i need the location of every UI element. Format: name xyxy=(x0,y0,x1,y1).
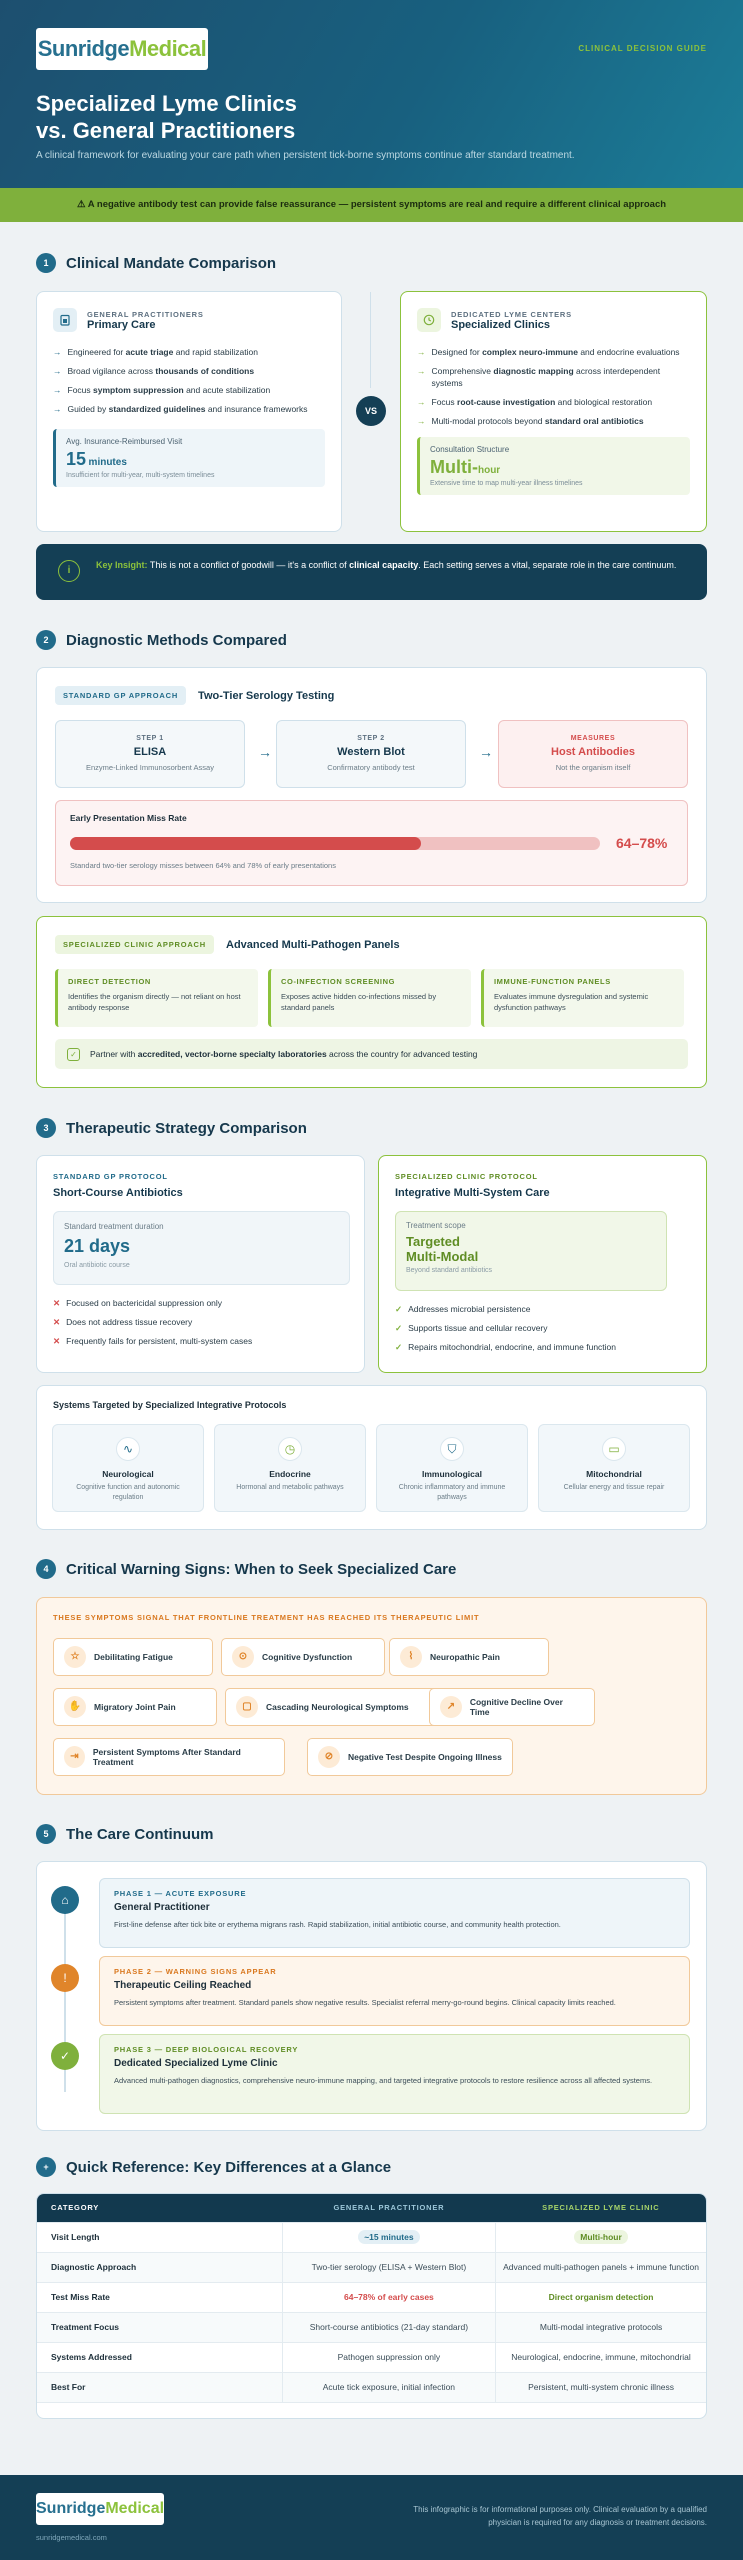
panel-label: DIRECT DETECTION xyxy=(68,977,151,986)
text: and rapid stabilization xyxy=(173,347,258,357)
warning-icon: ⌇ xyxy=(400,1646,422,1668)
specialized-protocol-card: SPECIALIZED CLINIC PROTOCOL Integrative Multi-System Care Treatment scope Targeted Multi-Modal Beyond standard antibiotics ✓ Addresses microbial persistence ✓ Supports tissue and cellular recovery ✓ Repairs mitochondrial, endocrine, and immune function xyxy=(378,1155,707,1373)
step-value: Western Blot xyxy=(337,746,405,758)
warning-signs-list xyxy=(37,1598,708,1796)
text: Focus xyxy=(431,397,458,407)
specialized-testing-card xyxy=(36,916,707,1088)
list-item xyxy=(53,403,325,415)
panel-desc: Exposes active hidden co-infections missed by standard panels xyxy=(281,992,437,1012)
list-item xyxy=(395,1322,690,1334)
text: thousands of conditions xyxy=(155,366,255,376)
table-cell xyxy=(37,2222,282,2252)
step-label: STEP 2 xyxy=(357,735,385,742)
section-1-header xyxy=(36,253,276,273)
care-continuum-card xyxy=(36,1861,707,2131)
panel-feature xyxy=(55,969,258,1027)
panel-label: CO-INFECTION SCREENING xyxy=(281,977,396,986)
cell-text: Two-tier serology (ELISA + Western Blot) xyxy=(311,2262,467,2272)
table-cell xyxy=(496,2282,706,2312)
table-cell xyxy=(282,2342,495,2372)
shield-icon: ⛉ xyxy=(440,1437,464,1461)
arrow-right-icon: → xyxy=(417,416,426,426)
systems-card: Systems Targeted by Specialized Integrative Protocols ∿ Neurological Cognitive function and autonomic regulation ◷ Endocrine Hormonal and metabolic pathways ⛉ Immunological Chronic inflammatory and immune pathways ▭ Mitochondrial Cellular energy and tissue repair xyxy=(36,1385,707,1530)
table-row xyxy=(37,2222,706,2252)
warning-sign-item xyxy=(53,1638,213,1676)
warning-sign-item xyxy=(429,1688,595,1726)
cell-text: Treatment Focus xyxy=(51,2322,120,2332)
table-cell xyxy=(37,2312,282,2342)
arrow-right-icon: → xyxy=(417,366,426,376)
cell-text: Multi-modal integrative protocols xyxy=(539,2322,663,2332)
miss-rate-fill xyxy=(70,837,421,850)
testing-steps xyxy=(55,720,688,788)
lyme-mandate-list xyxy=(417,346,690,427)
cell-text: Pathogen suppression only xyxy=(337,2352,441,2362)
text: diagnostic mapping xyxy=(493,366,574,376)
warning-sign-item xyxy=(225,1688,453,1726)
check-icon: ✓ xyxy=(395,1304,403,1314)
check-icon: ✓ xyxy=(51,2042,79,2070)
brand-logo[interactable]: SunridgeMedical xyxy=(36,28,208,70)
text: root-cause investigation xyxy=(457,397,556,407)
text: and acute stabilization xyxy=(183,385,271,395)
table-row xyxy=(37,2342,706,2372)
table-cell xyxy=(282,2252,495,2282)
table-row xyxy=(37,2282,706,2312)
gp-mandate-card xyxy=(36,291,342,532)
step-desc: Confirmatory antibody test xyxy=(327,763,415,772)
card-tag: DEDICATED LYME CENTERS xyxy=(451,309,572,319)
table-cell xyxy=(37,2252,282,2282)
phase-title: Therapeutic Ceiling Reached xyxy=(114,1980,252,1991)
table-cell xyxy=(282,2312,495,2342)
x-icon: ✕ xyxy=(53,1336,61,1346)
warning-sign-label: Debilitating Fatigue xyxy=(94,1652,173,1662)
card-tag: GENERAL PRACTITIONERS xyxy=(87,309,204,319)
warning-sign-item xyxy=(389,1638,549,1676)
list-item-text: Frequently fails for persistent, multi-system cases xyxy=(66,1336,253,1346)
table-cell xyxy=(37,2372,282,2402)
list-item xyxy=(53,1297,348,1309)
page-subtitle: A clinical framework for evaluating your care path when persistent tick-borne symptoms continue after standard treatment. xyxy=(36,150,575,161)
footer-url[interactable]: sunridgemedical.com xyxy=(36,2533,107,2542)
footer-logo[interactable]: SunridgeMedical xyxy=(36,2493,164,2525)
column-header: GENERAL PRACTITIONER xyxy=(282,2194,495,2222)
footer-disclaimer: This infographic is for informational purposes only. Clinical evaluation by a qualified physician is required for any diagnosis or treatment decisions. xyxy=(413,2505,707,2527)
page-footer xyxy=(0,2475,743,2560)
gp-visit-stat: Avg. Insurance-Reimbursed Visit 15 minutes Insufficient for multi-year, multi-system timelines xyxy=(53,429,325,487)
section-number: 5 xyxy=(36,1824,56,1844)
battery-icon: ▭ xyxy=(602,1437,626,1461)
system-neurological xyxy=(52,1424,204,1512)
cell-text: ~15 minutes xyxy=(358,2230,419,2244)
approach-title: Advanced Multi-Pathogen Panels xyxy=(226,938,400,951)
column-header: SPECIALIZED LYME CLINIC xyxy=(496,2194,706,2222)
phase-desc: Advanced multi-pathogen diagnostics, comprehensive neuro-immune mapping, and targeted integrative protocols to restore resilience across all affected systems. xyxy=(114,2076,653,2085)
list-item xyxy=(417,415,690,427)
check-icon: ✓ xyxy=(395,1323,403,1333)
arrow-right-icon: → xyxy=(53,404,62,414)
text: Engineered for xyxy=(67,347,126,357)
list-item xyxy=(53,346,325,358)
phase-desc: First-line defense after tick bite or erythema migrans rash. Rapid stabilization, initial antibiotic course, and community health protection. xyxy=(114,1920,561,1929)
section-title: Critical Warning Signs: When to Seek Specialized Care xyxy=(66,1560,457,1578)
approach-title: Two-Tier Serology Testing xyxy=(198,689,335,702)
warning-sign-item xyxy=(221,1638,385,1676)
system-mitochondrial xyxy=(538,1424,690,1512)
list-item xyxy=(53,1335,348,1347)
specialized-protocol-list xyxy=(395,1303,690,1353)
gp-protocol-card: STANDARD GP PROTOCOL Short-Course Antibiotics Standard treatment duration 21 days Oral antibiotic course ✕ Focused on bactericidal suppression only ✕ Does not address tissue recovery ✕ Frequently fails for persistent, multi-system cases xyxy=(36,1155,365,1373)
panel-label: IMMUNE-FUNCTION PANELS xyxy=(494,977,611,986)
miss-rate-panel: Early Presentation Miss Rate 64–78% Standard two-tier serology misses between 64% and 78% of early presentations xyxy=(55,800,688,886)
table-header xyxy=(37,2194,706,2222)
text: and biological restoration xyxy=(555,397,653,407)
list-item-text xyxy=(432,365,691,389)
text: complex neuro-immune xyxy=(482,347,578,357)
warning-sign-label: Cascading Neurological Symptoms xyxy=(266,1702,409,1712)
text: Multi-modal protocols beyond xyxy=(431,416,545,426)
warning-sign-item xyxy=(53,1738,285,1776)
hero-header xyxy=(0,0,743,188)
section-title: Clinical Mandate Comparison xyxy=(66,254,277,272)
text: standard oral antibiotics xyxy=(544,416,644,426)
system-endocrine xyxy=(214,1424,366,1512)
gp-mandate-list xyxy=(53,346,325,415)
column-header: CATEGORY xyxy=(37,2194,282,2222)
checkbox-icon: ✓ xyxy=(67,1048,80,1061)
phase-title: General Practitioner xyxy=(114,1902,210,1913)
warning-sign-item xyxy=(307,1738,513,1776)
table-cell xyxy=(37,2282,282,2312)
list-item-text: Focused on bactericidal suppression only xyxy=(66,1298,223,1308)
cell-text: Short-course antibiotics (21-day standard) xyxy=(309,2322,469,2332)
cell-text: Multi-hour xyxy=(574,2230,628,2244)
section-number: 3 xyxy=(36,1118,56,1138)
arrow-right-icon: → xyxy=(258,744,272,760)
phase-title: Dedicated Specialized Lyme Clinic xyxy=(114,2058,278,2069)
cell-text: Neurological, endocrine, immune, mitochondrial xyxy=(511,2352,691,2362)
warning-sign-label: Cognitive Dysfunction xyxy=(262,1652,353,1662)
duration-box: Standard treatment duration 21 days Oral antibiotic course xyxy=(53,1211,350,1285)
cell-text: Best For xyxy=(51,2382,86,2392)
section-3-header xyxy=(36,1118,307,1138)
cell-text: Acute tick exposure, initial infection xyxy=(322,2382,456,2392)
approach-pill: STANDARD GP APPROACH xyxy=(55,686,186,705)
section-5-header xyxy=(36,1824,214,1844)
table-cell xyxy=(282,2222,495,2252)
system-immunological xyxy=(376,1424,528,1512)
list-item-text: Repairs mitochondrial, endocrine, and immune function xyxy=(408,1342,617,1352)
list-item-text xyxy=(432,415,644,427)
system-desc: Cognitive function and autonomic regulation xyxy=(76,1484,180,1501)
key-insight-callout: i Key Insight: This is not a conflict of goodwill — it's a conflict of clinical capacity. Each setting serves a vital, separate role in the care continuum. xyxy=(36,544,707,600)
warning-icon: ☆ xyxy=(64,1646,86,1668)
cell-text: Visit Length xyxy=(51,2232,100,2242)
clipboard-icon xyxy=(53,308,77,332)
text: Guided by xyxy=(67,404,109,414)
check-icon: ✓ xyxy=(395,1342,403,1352)
page-title: Specialized Lyme Clinics vs. General Practitioners xyxy=(36,91,297,143)
cell-text: Diagnostic Approach xyxy=(51,2262,137,2272)
lyme-visit-stat: Consultation Structure Multi-hour Extensive time to map multi-year illness timelines xyxy=(417,437,690,495)
arrow-right-icon: → xyxy=(53,347,62,357)
step-western-blot xyxy=(276,720,466,788)
warning-icon: ⇥ xyxy=(64,1746,85,1768)
text: across interdependent systems xyxy=(431,366,661,388)
clock-icon: ◷ xyxy=(278,1437,302,1461)
cell-text: Advanced multi-pathogen panels + immune function xyxy=(503,2262,699,2272)
list-item xyxy=(417,346,690,358)
phase-desc: Persistent symptoms after treatment. Standard panels show negative results. Specialist referral merry-go-round begins. Clinical capacity limits reached. xyxy=(114,1998,616,2007)
card-title: Specialized Clinics xyxy=(451,318,551,331)
section-title: Diagnostic Methods Compared xyxy=(66,631,287,649)
text: symptom suppression xyxy=(93,385,184,395)
section-number: + xyxy=(36,2157,56,2177)
home-icon: ⌂ xyxy=(51,1886,79,1914)
phase-card xyxy=(99,1956,690,2026)
list-item xyxy=(53,384,325,396)
list-item xyxy=(53,365,325,377)
lyme-mandate-card xyxy=(400,291,707,532)
arrow-right-icon: → xyxy=(417,347,426,357)
list-item-text xyxy=(68,346,258,358)
table-cell xyxy=(282,2282,495,2312)
text: standardized guidelines xyxy=(108,404,206,414)
table-cell xyxy=(496,2252,706,2282)
list-item-text xyxy=(68,384,271,396)
system-name: Mitochondrial xyxy=(586,1469,642,1479)
clock-icon xyxy=(417,308,441,332)
warning-sign-label: Migratory Joint Pain xyxy=(94,1702,176,1712)
section-number: 1 xyxy=(36,253,56,273)
section-2-header xyxy=(36,630,287,650)
text: acute triage xyxy=(125,347,174,357)
system-desc: Hormonal and metabolic pathways xyxy=(236,1484,344,1491)
phase-label: PHASE 2 — WARNING SIGNS APPEAR xyxy=(114,1967,277,1976)
list-item-text xyxy=(68,365,255,377)
phase-card xyxy=(99,1878,690,1948)
list-item xyxy=(417,396,690,408)
step-elisa xyxy=(55,720,245,788)
miss-rate-value: 64–78% xyxy=(616,835,668,851)
table-cell xyxy=(496,2372,706,2402)
step-value: ELISA xyxy=(133,746,167,758)
step-value: Host Antibodies xyxy=(551,746,635,758)
warning-sign-label: Cognitive Decline Over Time xyxy=(469,1697,563,1717)
card-title: Primary Care xyxy=(87,318,156,331)
table-cell xyxy=(496,2342,706,2372)
warning-icon: ⊘ xyxy=(318,1746,340,1768)
step-label: STEP 1 xyxy=(136,735,164,742)
table-row xyxy=(37,2372,706,2402)
x-icon: ✕ xyxy=(53,1317,61,1327)
arrow-right-icon: → xyxy=(417,397,426,407)
list-item-text: Addresses microbial persistence xyxy=(408,1304,531,1314)
panel-feature xyxy=(481,969,684,1027)
warning-sign-label: Persistent Symptoms After Standard Treatment xyxy=(92,1747,241,1767)
list-item xyxy=(395,1303,690,1315)
cell-text: Test Miss Rate xyxy=(51,2292,110,2302)
divider xyxy=(370,292,371,388)
warning-icon: ✋ xyxy=(64,1696,86,1718)
system-name: Immunological xyxy=(422,1469,482,1479)
pulse-icon: ∿ xyxy=(116,1437,140,1461)
arrow-right-icon: → xyxy=(479,744,493,760)
list-item-text: Supports tissue and cellular recovery xyxy=(408,1323,548,1333)
step-desc: Not the organism itself xyxy=(555,763,631,772)
section-title: Quick Reference: Key Differences at a Glance xyxy=(66,2158,392,2176)
section-title: The Care Continuum xyxy=(66,1825,214,1843)
step-measures xyxy=(498,720,688,788)
list-item-text xyxy=(432,396,653,408)
phase-label: PHASE 3 — DEEP BIOLOGICAL RECOVERY xyxy=(114,2045,299,2054)
warning-icon: ↗ xyxy=(440,1696,462,1718)
x-icon: ✕ xyxy=(53,1298,61,1308)
vs-badge: VS xyxy=(356,396,386,426)
systems-grid xyxy=(52,1424,692,1514)
warning-icon: ▢ xyxy=(236,1696,258,1718)
info-icon: i xyxy=(58,560,80,582)
section-6-header xyxy=(36,2157,391,2177)
system-name: Neurological xyxy=(102,1469,154,1479)
list-item-text xyxy=(68,403,308,415)
text: Broad vigilance across xyxy=(67,366,156,376)
section-number: 2 xyxy=(36,630,56,650)
cell-text: Systems Addressed xyxy=(51,2352,132,2362)
warning-signs-card: THESE SYMPTOMS SIGNAL THAT FRONTLINE TREATMENT HAS REACHED ITS THERAPEUTIC LIMIT ☆ Debilitating Fatigue ⊙ Cognitive Dysfunction ⌇ Neuropathic Pain ✋ Migratory Joint Pain ▢ Cascading Neurological Symptoms ↗ Cognitive Decline Over Time ⇥ Persistent Symptoms After Standard Treatment ⊘ Negative Test Despite Ongoing Illness xyxy=(36,1597,707,1795)
system-desc: Cellular energy and tissue repair xyxy=(563,1484,665,1491)
text: Focus xyxy=(67,385,94,395)
step-desc: Enzyme-Linked Immunosorbent Assay xyxy=(86,763,214,772)
list-item-text xyxy=(432,346,680,358)
text: and insurance frameworks xyxy=(205,404,308,414)
table-row xyxy=(37,2312,706,2342)
cell-text: Direct organism detection xyxy=(548,2292,654,2302)
text: Designed for xyxy=(431,347,483,357)
cell-text: 64–78% of early cases xyxy=(344,2292,434,2302)
warning-sign-item xyxy=(53,1688,217,1726)
list-item-text: Does not address tissue recovery xyxy=(66,1317,193,1327)
warning-sign-label: Neuropathic Pain xyxy=(430,1652,500,1662)
system-desc: Chronic inflammatory and immune pathways xyxy=(398,1484,506,1501)
arrow-right-icon: → xyxy=(53,385,62,395)
table-cell xyxy=(37,2342,282,2372)
panel-desc: Identifies the organism directly — not reliant on host antibody response xyxy=(68,992,241,1012)
panel-feature xyxy=(268,969,471,1027)
step-label: MEASURES xyxy=(570,735,616,742)
list-item xyxy=(417,365,690,389)
list-item xyxy=(395,1341,690,1353)
section-title: Therapeutic Strategy Comparison xyxy=(66,1119,307,1137)
text: Comprehensive xyxy=(431,366,494,376)
system-name: Endocrine xyxy=(269,1469,311,1479)
text: and endocrine evaluations xyxy=(577,347,680,357)
warning-sign-label: Negative Test Despite Ongoing Illness xyxy=(348,1752,502,1762)
panel-features xyxy=(55,969,688,1027)
table-row xyxy=(37,2252,706,2282)
arrow-right-icon: → xyxy=(53,366,62,376)
scope-box: Treatment scope Targeted Multi-Modal Beyond standard antibiotics xyxy=(395,1211,667,1291)
table-cell xyxy=(282,2372,495,2402)
lab-partner-note: ✓ Partner with accredited, vector-borne specialty laboratories across the country for advanced testing xyxy=(55,1039,688,1069)
phase-list xyxy=(37,1862,708,2132)
eyebrow-label: CLINICAL DECISION GUIDE xyxy=(578,44,707,53)
phase-card xyxy=(99,2034,690,2114)
cell-text: Persistent, multi-system chronic illness xyxy=(528,2382,675,2392)
warning-banner: ⚠ A negative antibody test can provide false reassurance — persistent symptoms are real and require a different clinical approach xyxy=(0,188,743,222)
list-item xyxy=(53,1316,348,1328)
standard-testing-card xyxy=(36,667,707,903)
miss-rate-bar xyxy=(70,837,600,850)
section-number: 4 xyxy=(36,1559,56,1579)
warning-icon: ⊙ xyxy=(232,1646,254,1668)
phase-label: PHASE 1 — ACUTE EXPOSURE xyxy=(114,1889,247,1898)
panel-desc: Evaluates immune dysregulation and systemic dysfunction pathways xyxy=(494,992,649,1012)
reference-table xyxy=(36,2193,707,2419)
warning-triangle-icon: ! xyxy=(51,1964,79,1992)
approach-pill: SPECIALIZED CLINIC APPROACH xyxy=(55,935,214,954)
gp-protocol-list xyxy=(53,1297,348,1347)
section-4-header xyxy=(36,1559,456,1579)
table-cell xyxy=(496,2312,706,2342)
table-cell xyxy=(496,2222,706,2252)
